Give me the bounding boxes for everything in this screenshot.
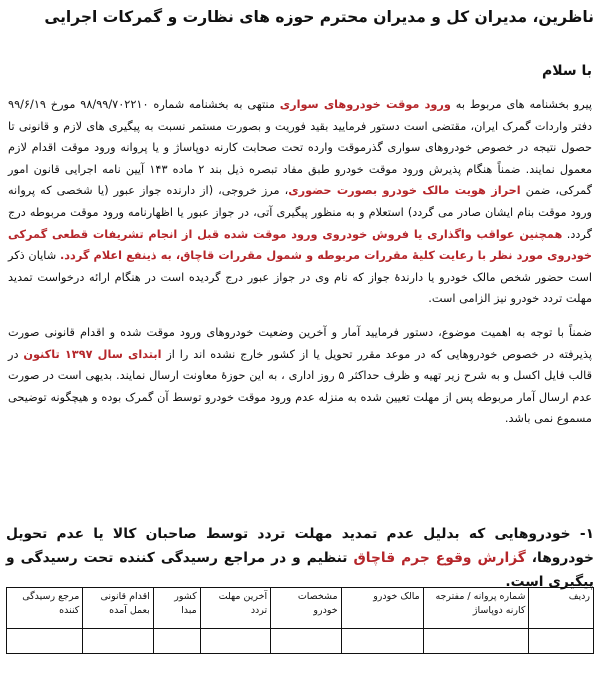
- table-header-row: [7, 588, 594, 629]
- column-header: ردیف: [529, 588, 594, 629]
- table-cell: [153, 629, 200, 654]
- table-cell: [271, 629, 341, 654]
- table-cell: [83, 629, 153, 654]
- column-header: مالک خودرو: [341, 588, 423, 629]
- greeting: با سلام: [541, 63, 592, 79]
- table-body: [7, 629, 594, 654]
- column-header: مرجع رسیدگی کننده: [7, 588, 83, 629]
- table-cell: [529, 629, 594, 654]
- emphasized-text: ورود موقت خودروهای سواری: [279, 98, 451, 111]
- table-cell: [423, 629, 529, 654]
- column-header: شماره پروانه / مفترجه کارنه دوپاساژ: [423, 588, 529, 629]
- emphasized-text: احراز هویت مالک خودرو بصورت حضوری: [288, 184, 521, 198]
- body-text: منتهی به بخشنامه شماره ۹۸/۹۹/۷۰۲۲۱۰ مورخ ۹۹/۶/۱۹ دفتر واردات گمرک ایران، مقتضی است دستور فرمایید بقید فوریت و بصورت مستمر نسبت به پیگیری های لازم و قانونی تا حصول نتیجه در خصوص خودروهای سواری گذرموقت وارده تحت صحابت کارنه دوپاساژ و یا پروانه ورود موقت اقدام لازم معمول نمایند. ضمناً هنگام پذیرش ورود موقت خودرو طبق مفاد تبصره ذیل بند ۲ ماده ۱۴۳ آیین نامه اجرایی قانون امور گمرکی، ضمن: [8, 98, 593, 198]
- body-text: پیرو بخشنامه های مربوط به: [450, 98, 593, 111]
- body-text: شایان ذکر است حضور شخص مالک خودرو یا دارندهٔ جواز که نام وی در جواز عبور درج گردیده است در هنگام ارائه درخواست تمدید مهلت تردد خودرو نیز الزامی است.: [8, 249, 592, 306]
- column-header: کشور مبدا: [153, 588, 200, 629]
- body-text: تنظیم و در مراجع رسیدگی کننده تحت رسیدگی و پیگیری است.: [6, 550, 594, 590]
- emphasized-text: گزارش وقوع جرم قاچاق: [353, 550, 526, 566]
- paragraph-statistics-request: [8, 322, 592, 430]
- page-title: ناظرین، مدیران کل و مدیران محترم حوزه های نظارت و گمرکات اجرایی: [44, 8, 594, 26]
- letter-body: [8, 94, 592, 442]
- column-header: آخرین مهلت تردد: [200, 588, 270, 629]
- body-text: ۱- خودروهایی که بدلیل عدم تمدید مهلت تردد توسط صاحبان کالا یا عدم تحویل خودروها،: [6, 526, 594, 566]
- body-text: ضمناً با توجه به اهمیت موضوع، دستور فرمایید آمار و آخرین وضعیت خودروهای ورود موقت شده و اقدام قانونی صورت پذیرفته در خصوص خودروهایی که در موعد مقرر تحویل یا از کشور خارج نشده اند را از: [8, 325, 593, 361]
- table-cell: [200, 629, 270, 654]
- body-text: ، مرز خروجی، (از دارنده جواز عبور (یا شخصی که پروانه ورود موقت بنام ایشان صادر می گردد) استعلام و به منظور پیگیری آتی، در جواز عبور یا اظهارنامه ورود موقت مربوطه درج گردد.: [8, 184, 592, 241]
- table-cell: [341, 629, 423, 654]
- body-text: در قالب فایل اکسل و به شرح زیر تهیه و ظرف حداکثر ۵ روز اداری ، به این حوزهٔ معاونت ارسال نمایند. بدیهی است در صورت عدم ارسال آمار مربوطه پس از مهلت تعیین شده به منزله عدم ورود موقت خودرو توسط آن گمرک بوده و هیچگونه توضیحی مسموع نمی باشد.: [8, 347, 592, 426]
- item-1-heading: [6, 522, 594, 594]
- emphasized-text: ابتدای سال ۱۳۹۷ تاکنون: [23, 347, 162, 361]
- column-header: اقدام قانونی بعمل آمده: [83, 588, 153, 629]
- table-cell: [7, 629, 83, 654]
- table-row: [7, 629, 594, 654]
- report-table: [6, 587, 594, 654]
- emphasized-text: همچنین عواقب واگذاری یا فروش خودروی ورود موقت شده قبل از انجام تشریفات قطعی گمرکی خودروی مورد نظر با رعایت کلیهٔ مقررات مربوطه و شمول مقررات قاچاق، به ذینفع اعلام گردد.: [8, 227, 592, 263]
- paragraph-directive: [8, 94, 592, 310]
- column-header: مشخصات خودرو: [271, 588, 341, 629]
